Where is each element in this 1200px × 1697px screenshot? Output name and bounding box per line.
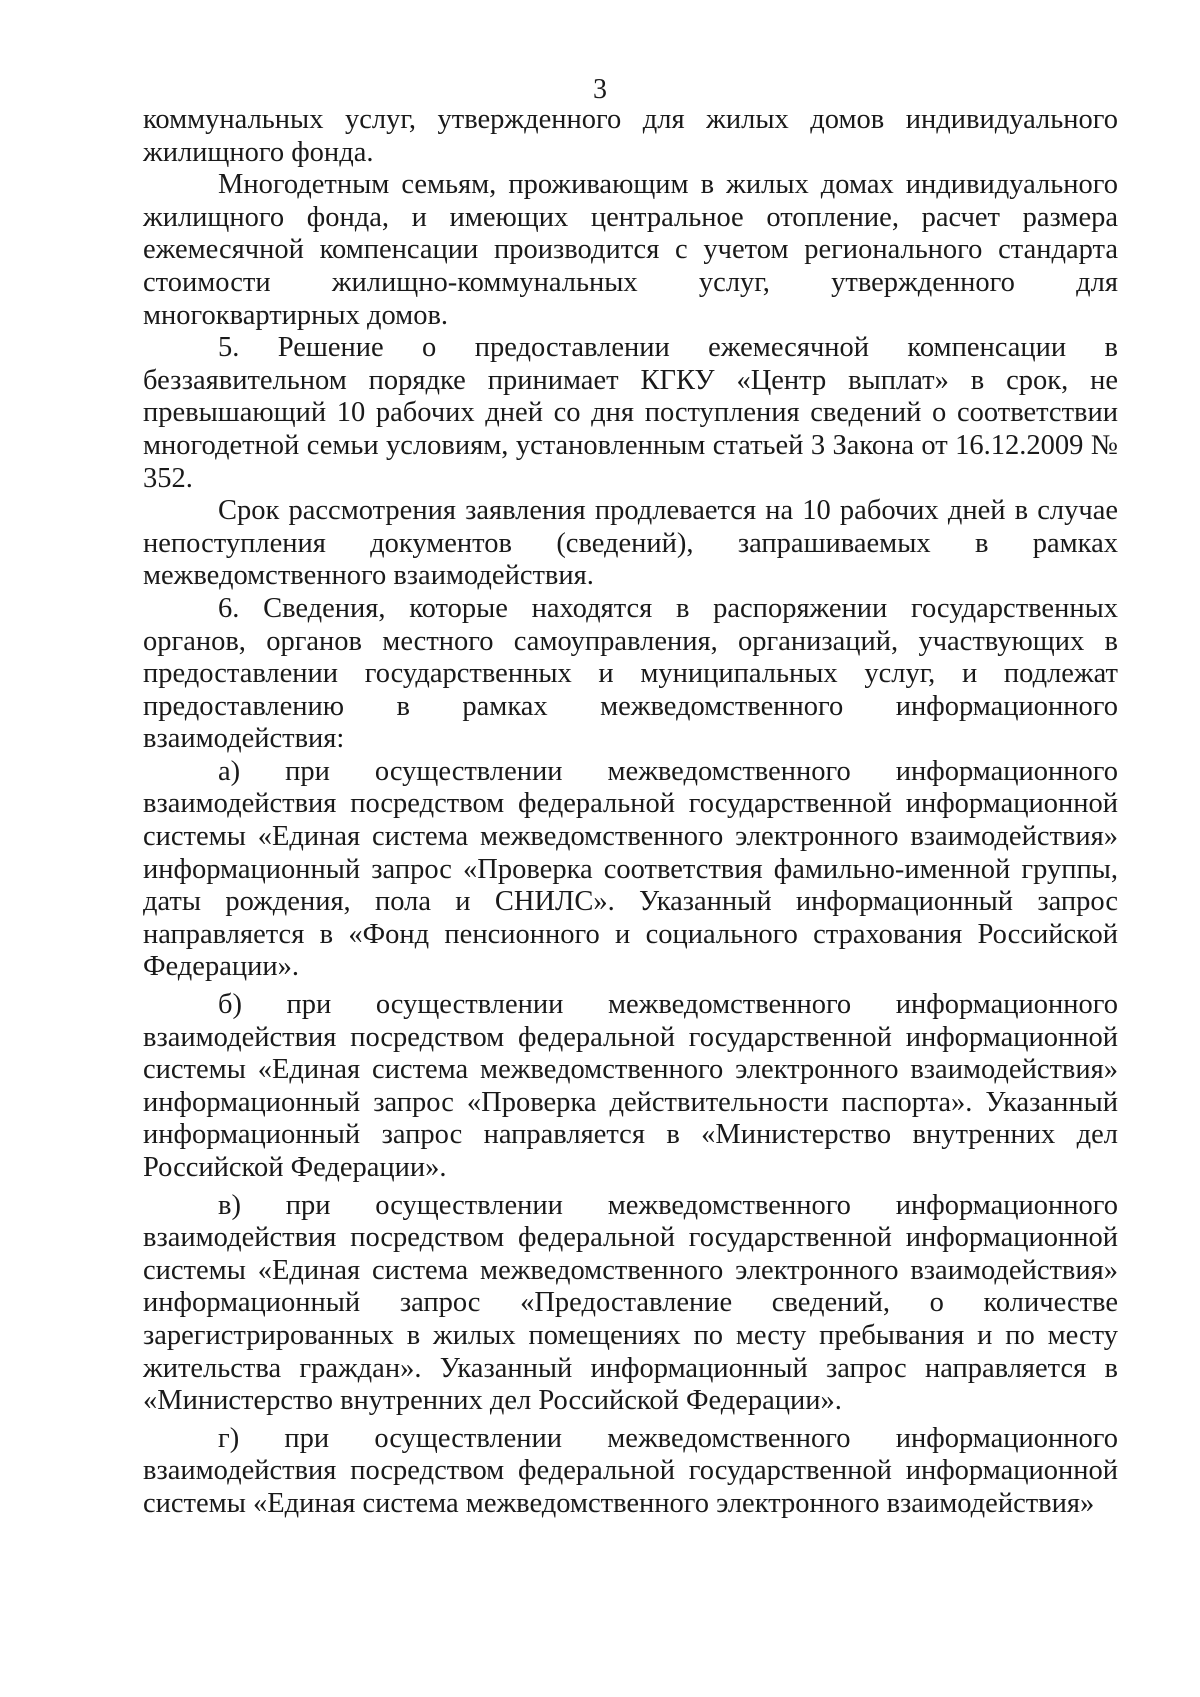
paragraph-review-term: Срок рассмотрения заявления продлевается на 10 рабочих дней в случае непоступления документов (сведений), запрашиваемых в рамках межведомственного взаимодействия. [143, 495, 1118, 592]
page-number: 3 [593, 74, 607, 105]
paragraph-subitem-g: г) при осуществлении межведомственного информационного взаимодействия посредством федеральной государственной информационной системы «Единая система межведомственного электронного взаимодействия» [143, 1422, 1118, 1519]
document-body [143, 104, 1118, 1521]
paragraph-subitem-a: а) при осуществлении межведомственного информационного взаимодействия посредством федеральной государственной информационной системы «Единая система межведомственного электронного взаимодействия» информационный запрос «Проверка соответствия фамильно-именной группы, даты рождения, пола и СНИЛС». Указанный информационный запрос направляется в «Фонд пенсионного и социального страхования Российской Федерации». [143, 755, 1118, 983]
paragraph-item-6: 6. Сведения, которые находятся в распоряжении государственных органов, органов местного самоуправления, организаций, участвующих в предоставлении государственных и муниципальных услуг, и подлежат предоставлению в рамках межведомственного информационного взаимодействия: [143, 592, 1118, 755]
paragraph-large-families-central-heating: Многодетным семьям, проживающим в жилых домах индивидуального жилищного фонда, и имеющих центральное отопление, расчет размера ежемесячной компенсации производится с учетом регионального стандарта стоимости жилищно-коммунальных услуг, утвержденного для многоквартирных домов. [143, 169, 1118, 331]
paragraph-item-5: 5. Решение о предоставлении ежемесячной компенсации в беззаявительном порядке принимает КГКУ «Центр выплат» в срок, не превышающий 10 рабочих дней со дня поступления сведений о соответствии многодетной семьи условиям, установленным статьей 3 Закона от 16.12.2009 № 352. [143, 332, 1118, 494]
paragraph-subitem-v: в) при осуществлении межведомственного информационного взаимодействия посредством федеральной государственной информационной системы «Единая система межведомственного электронного взаимодействия» информационный запрос «Предоставление сведений, о количестве зарегистрированных в жилых помещениях по месту пребывания и по месту жительства граждан». Указанный информационный запрос направляется в «Министерство внутренних дел Российской Федерации». [143, 1189, 1118, 1417]
paragraph-subitem-b: б) при осуществлении межведомственного информационного взаимодействия посредством федеральной государственной информационной системы «Единая система межведомственного электронного взаимодействия» информационный запрос «Проверка действительности паспорта». Указанный информационный запрос направляется в «Министерство внутренних дел Российской Федерации». [143, 989, 1118, 1183]
paragraph-continuation: коммунальных услуг, утвержденного для жилых домов индивидуального жилищного фонда. [143, 104, 1118, 168]
